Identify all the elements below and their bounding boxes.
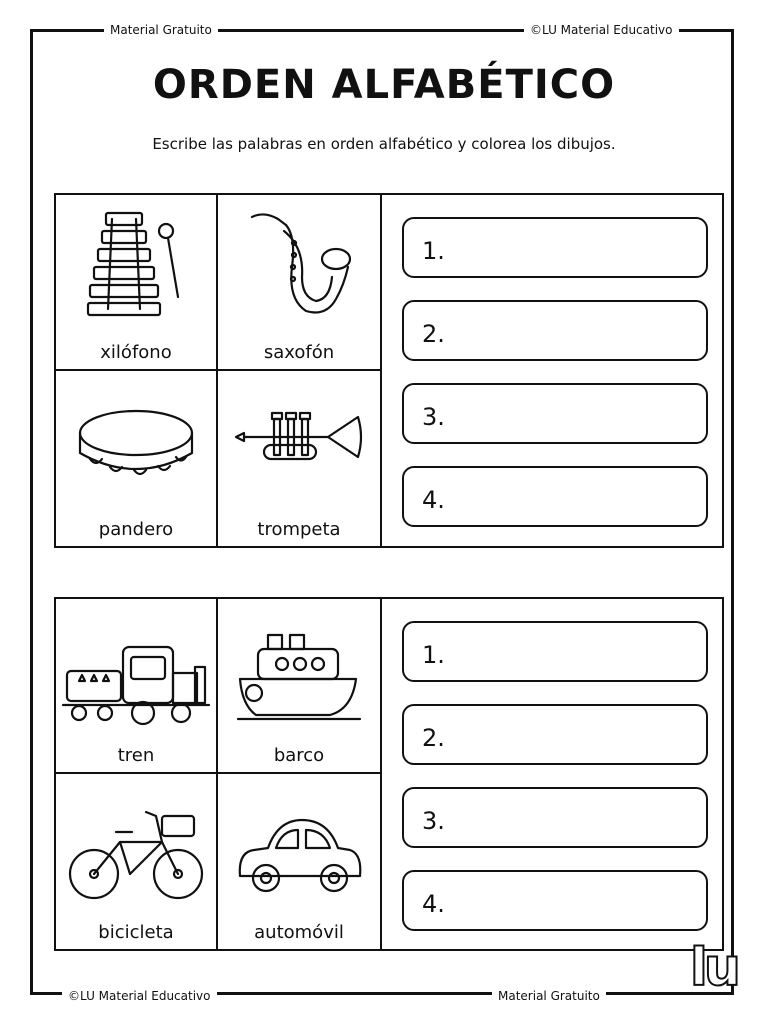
exercise-panel-vehicles <box>54 597 724 951</box>
footer-note-right: Material Gratuito <box>492 989 606 1003</box>
answer-box[interactable] <box>402 870 708 931</box>
word-label: trompeta <box>257 519 341 540</box>
answer-box[interactable] <box>402 787 708 848</box>
answer-box[interactable] <box>402 383 708 444</box>
word-card <box>218 195 380 371</box>
saxophone-icon <box>244 207 354 322</box>
answer-number: 3. <box>422 807 445 835</box>
train-icon <box>61 611 211 736</box>
answer-box[interactable] <box>402 466 708 527</box>
word-card <box>56 371 218 547</box>
answer-box[interactable] <box>402 217 708 278</box>
car-icon <box>234 786 364 911</box>
footer-note-left: ©LU Material Educativo <box>62 989 217 1003</box>
word-label: xilófono <box>100 341 172 363</box>
word-label: automóvil <box>254 922 344 943</box>
answer-number: 1. <box>422 641 445 669</box>
brand-logo: lu <box>690 938 737 998</box>
bicycle-icon <box>66 786 206 911</box>
word-label: saxofón <box>263 341 335 363</box>
word-label: barco <box>273 745 325 766</box>
word-card <box>56 599 218 774</box>
ship-icon <box>234 611 364 736</box>
header-note-left: Material Gratuito <box>104 23 218 37</box>
answer-box[interactable] <box>402 300 708 361</box>
answer-number: 1. <box>422 237 445 265</box>
page-title: ORDEN ALFABÉTICO <box>152 62 616 108</box>
word-card <box>218 774 380 949</box>
word-label: bicicleta <box>98 922 174 943</box>
word-card <box>56 774 218 949</box>
answer-list <box>402 217 708 549</box>
header-note-right: ©LU Material Educativo <box>524 23 679 37</box>
trumpet-icon <box>234 383 364 498</box>
answer-box[interactable] <box>402 621 708 682</box>
word-label: tren <box>117 745 155 766</box>
tambourine-icon <box>76 383 196 498</box>
answer-list <box>402 621 708 953</box>
answer-number: 2. <box>422 320 445 348</box>
word-label: pandero <box>98 519 174 540</box>
answer-box[interactable] <box>402 704 708 765</box>
answer-number: 2. <box>422 724 445 752</box>
picture-grid <box>56 195 382 546</box>
picture-grid <box>56 599 382 949</box>
word-card <box>218 371 380 547</box>
instructions: Escribe las palabras en orden alfabético y colorea los dibujos. <box>152 135 616 153</box>
answer-number: 4. <box>422 890 445 918</box>
xylophone-icon <box>86 207 186 322</box>
word-card <box>218 599 380 774</box>
answer-number: 4. <box>422 486 445 514</box>
word-card <box>56 195 218 371</box>
exercise-panel-instruments <box>54 193 724 548</box>
answer-number: 3. <box>422 403 445 431</box>
